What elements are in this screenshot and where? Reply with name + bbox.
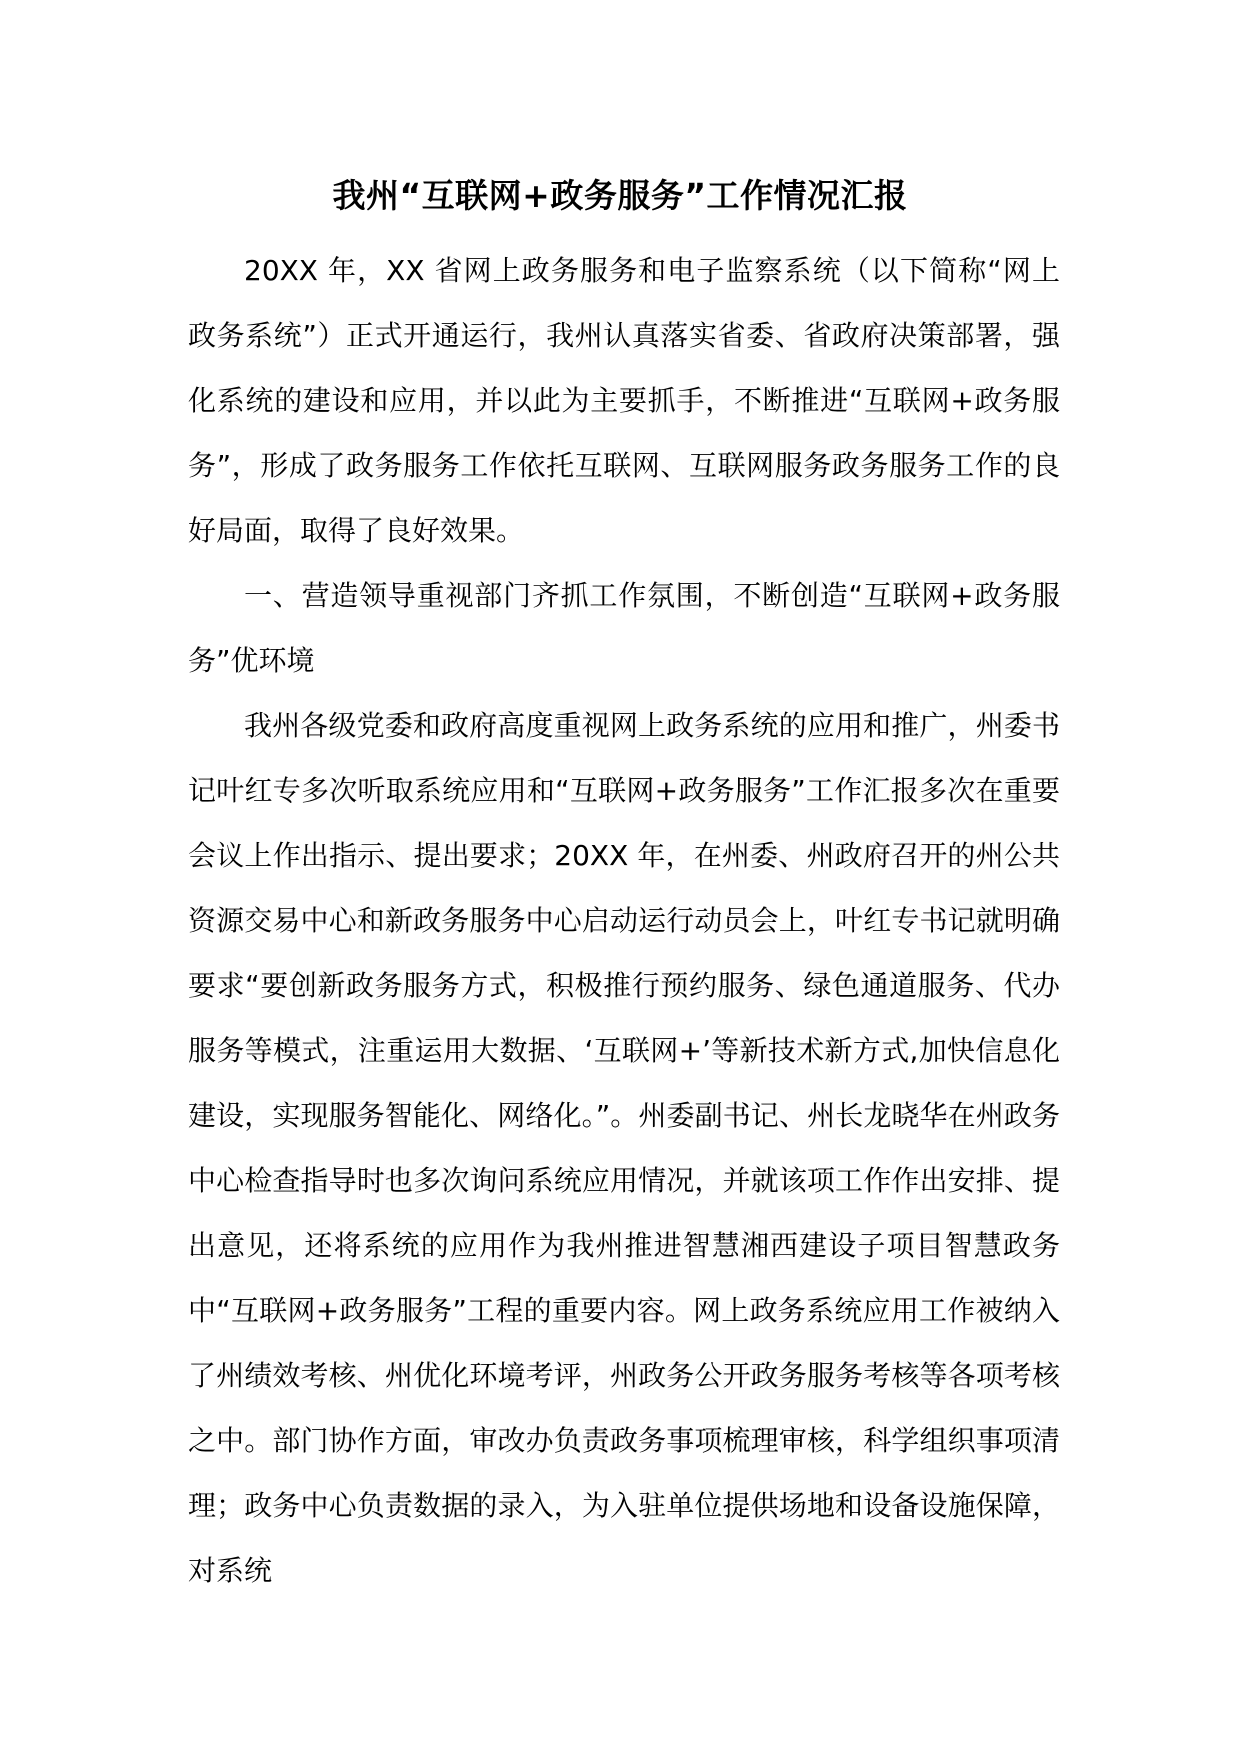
section-heading-1: 一、营造领导重视部门齐抓工作氛围，不断创造“互联网+政务服务”优环境 xyxy=(188,579,1060,677)
document-title: 我州“互联网+政务服务”工作情况汇报 xyxy=(332,176,908,215)
paragraph-intro: 20XX 年，XX 省网上政务服务和电子监察系统（以下简称“网上政务系统”）正式开通运行，我州认真落实省委、省政府决策部署，强化系统的建设和应用，并以此为主要抓手，不断推进“互联网+政务服务”，形成了政务服务工作依托互联网、互联网服务政务服务工作的良好局面，取得了良好效果。 xyxy=(188,254,1060,547)
document-body xyxy=(188,238,1060,1603)
paragraph-section-1: 我州各级党委和政府高度重视网上政务系统的应用和推广，州委书记叶红专多次听取系统应用和“互联网+政务服务”工作汇报多次在重要会议上作出指示、提出要求；20XX 年，在州委、州政府召开的州公共资源交易中心和新政务服务中心启动运行动员会上，叶红专书记就明确要求“要创新政务服务方式，积极推行预约服务、绿色通道服务、代办服务等模式，注重运用大数据、‘互联网+’等新技术新方式,加快信息化建设，实现服务智能化、网络化。”。州委副书记、州长龙晓华在州政务中心检查指导时也多次询问系统应用情况，并就该项工作作出安排、提出意见，还将系统的应用作为我州推进智慧湘西建设子项目智慧政务中“互联网+政务服务”工程的重要内容。网上政务系统应用工作被纳入了州绩效考核、州优化环境考评，州政务公开政务服务考核等各项考核之中。部门协作方面，审改办负责政务事项梳理审核，科学组织事项清理；政务中心负责数据的录入，为入驻单位提供场地和设备设施保障，对系统 xyxy=(188,709,1060,1587)
